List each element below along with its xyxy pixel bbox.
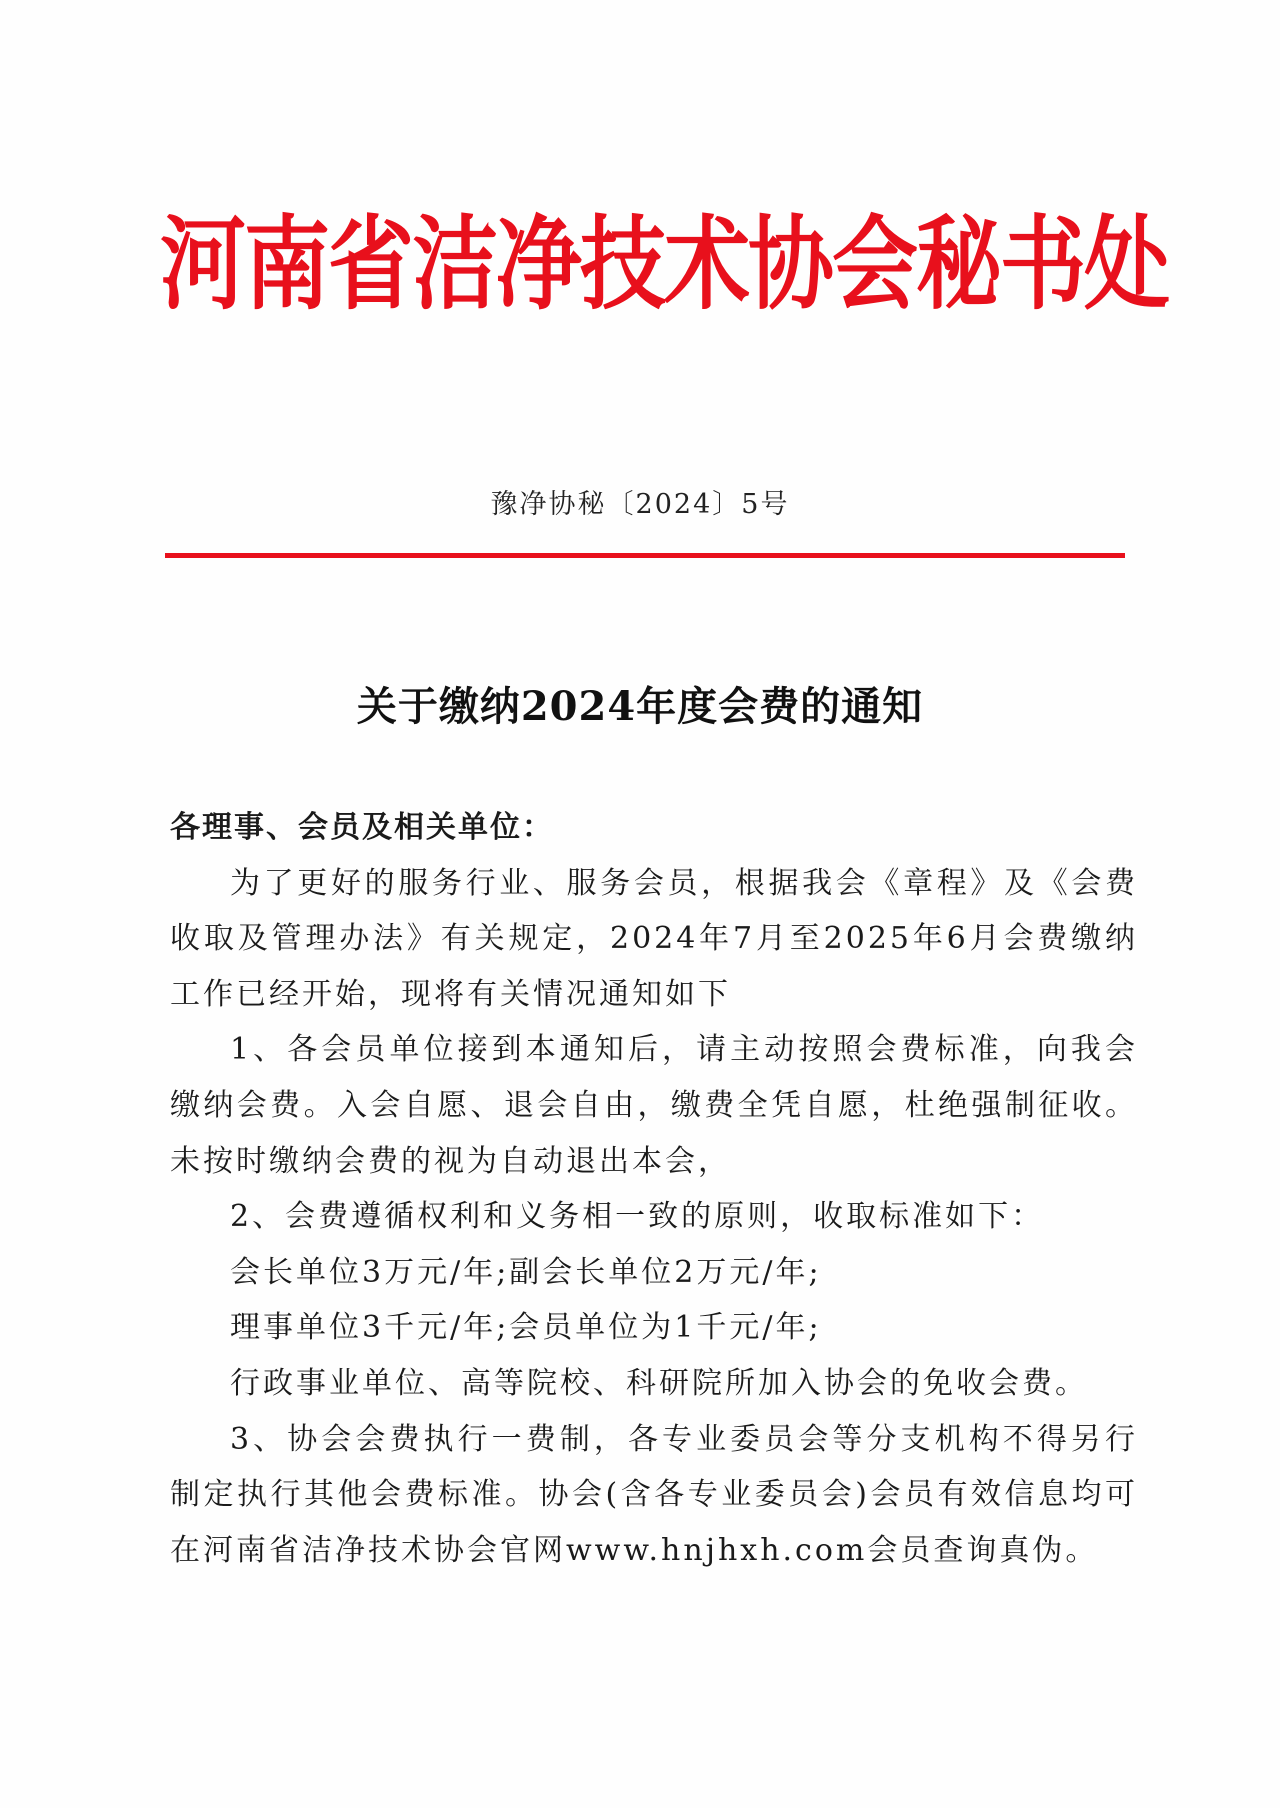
notice-title: 关于缴纳2024年度会费的通知 bbox=[356, 683, 924, 730]
organization-header: 河南省洁净技术协会秘书处 bbox=[160, 206, 1168, 325]
notice-body bbox=[170, 800, 1138, 1578]
item-1-paragraph: 1、各会员单位接到本通知后，请主动按照会费标准，向我会缴纳会费。入会自愿、退会自由，缴费全凭自愿，杜绝强制征收。未按时缴纳会费的视为自动退出本会， bbox=[170, 1032, 1138, 1179]
salutation: 各理事、会员及相关单位： bbox=[170, 810, 554, 845]
fee-line-president: 会长单位3万元/年;副会长单位2万元/年; bbox=[230, 1254, 822, 1290]
intro-paragraph: 为了更好的服务行业、服务会员，根据我会《章程》及《会费收取及管理办法》有关规定，2024年7月至2025年6月会费缴纳工作已经开始，现将有关情况通知如下 bbox=[170, 865, 1138, 1012]
document-number: 豫净协秘〔2024〕5号 bbox=[490, 489, 790, 520]
red-divider-line bbox=[165, 553, 1125, 558]
item-2-paragraph: 2、会费遵循权利和义务相一致的原则，收取标准如下： bbox=[230, 1199, 1045, 1235]
fee-line-council: 理事单位3千元/年;会员单位为1千元/年; bbox=[230, 1310, 822, 1346]
fee-line-exempt: 行政事业单位、高等院校、科研院所加入协会的免收会费。 bbox=[230, 1365, 1088, 1401]
item-3-paragraph: 3、协会会费执行一费制，各专业委员会等分支机构不得另行制定执行其他会费标准。协会(含各专业委员会)会员有效信息均可在河南省洁净技术协会官网www.hnjhxh.com会员查询真伪。 bbox=[170, 1421, 1138, 1568]
